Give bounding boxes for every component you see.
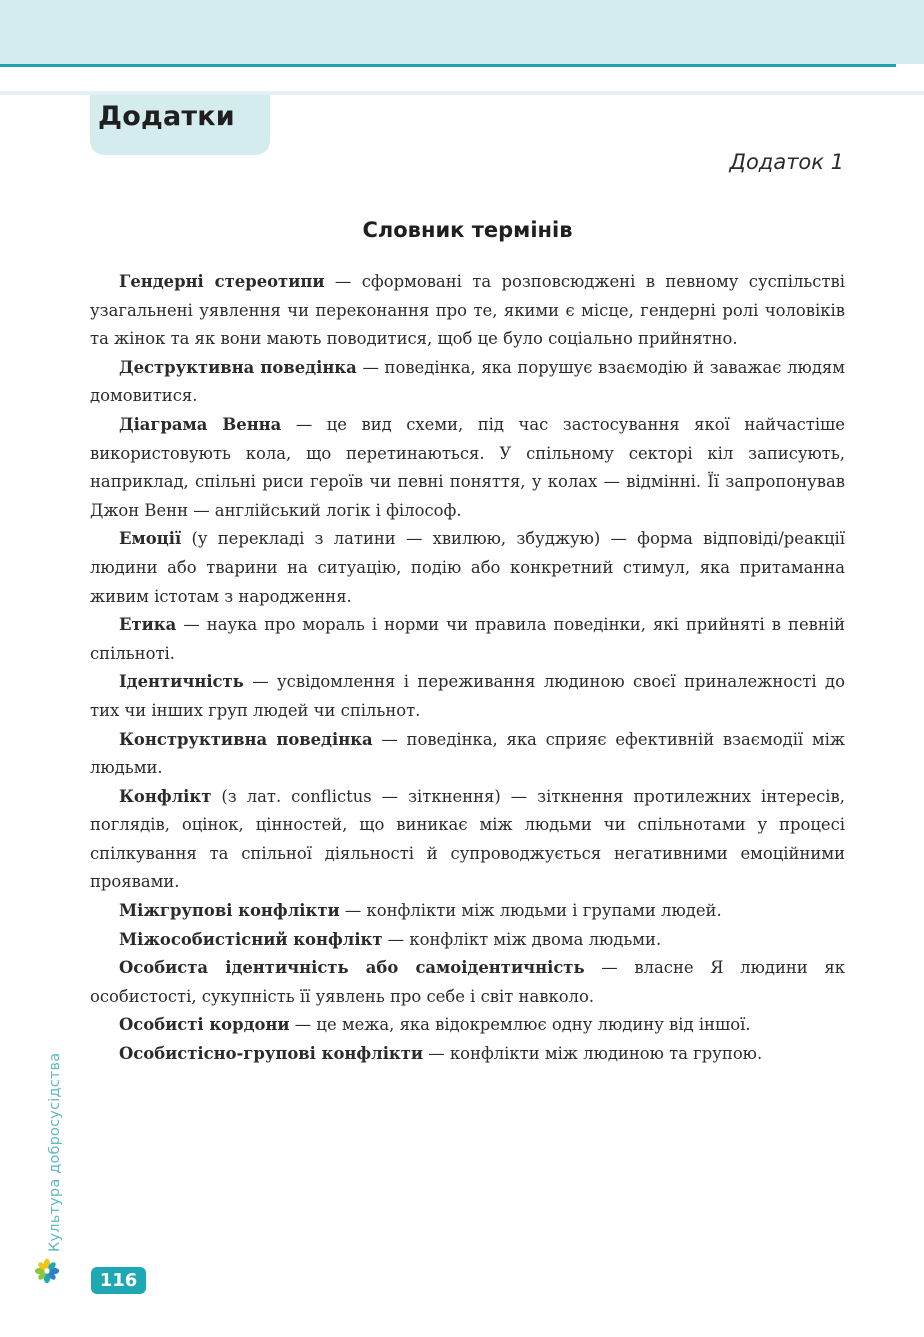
- glossary-definition: (у перекладі з латини — хвилюю, збуджую) — форма відповіді/реакції людини або тварини на ситуацію, подію або конкретний стимул, яка притаманна живим істотам з народження.: [90, 529, 845, 606]
- glossary-entry: [90, 354, 845, 411]
- glossary-term: Етика: [119, 615, 177, 635]
- glossary-definition: — поведінка, яка сприяє ефективній взаємодії між людьми.: [90, 729, 845, 778]
- glossary-term: Діаграма Венна: [119, 414, 282, 434]
- glossary-definition: — конфлікти між людиною та групою.: [423, 1044, 763, 1064]
- glossary-definition: — власне Я людини як особистості, сукупність її уявлень про себе і світ навколо.: [90, 958, 846, 1006]
- glossary-term: Деструктивна поведінка: [119, 357, 357, 377]
- glossary-entry: [90, 668, 845, 725]
- glossary-term: Міжособистісний конфлікт: [119, 929, 383, 949]
- glossary-definition: — це межа, яка відокремлює одну людину від іншої.: [289, 1015, 751, 1035]
- glossary-definition: — конфлікт між двома людьми.: [382, 929, 662, 949]
- glossary-entry: [90, 1040, 845, 1069]
- glossary-entry: [90, 411, 845, 525]
- glossary-term: Особисті кордони: [119, 1015, 290, 1035]
- glossary-term: Міжгрупові конфлікти: [119, 901, 340, 921]
- glossary-term: Гендерні стереотипи: [119, 272, 325, 291]
- glossary-entry: [90, 268, 845, 354]
- header-band: [0, 0, 924, 64]
- glossary-term: Конструктивна поведінка: [119, 729, 373, 749]
- glossary-term: Особистісно-групові конфлікти: [119, 1044, 424, 1064]
- glossary-term: Конфлікт: [119, 786, 212, 806]
- page-title: Словник термінів: [362, 218, 573, 242]
- glossary-entry: [90, 525, 845, 611]
- page-number: 116: [91, 1267, 146, 1294]
- glossary-entry: [90, 726, 845, 783]
- glossary-entry: [90, 783, 845, 897]
- glossary: [90, 268, 845, 1069]
- glossary-entry: [90, 954, 845, 1011]
- glossary-entry: [90, 1011, 845, 1040]
- appendix-label: Додаток 1: [729, 150, 844, 174]
- glossary-definition: — конфлікти між людьми і групами людей.: [339, 901, 722, 921]
- glossary-definition: (з лат. conflictus — зіткнення) — зіткнення протилежних інтересів, поглядів, оцінок, цінностей, що виникає між людьми чи спільнотами у процесі спілкування та спільної діяльності й супроводжується негативними емоційними проявами.: [90, 786, 845, 892]
- flower-icon: [34, 1258, 60, 1284]
- glossary-entry: [90, 926, 845, 955]
- glossary-definition: — усвідомлення і переживання людиною своєї приналежності до тих чи інших груп людей чи спільнот.: [90, 672, 845, 720]
- glossary-entry: [90, 611, 845, 668]
- glossary-definition: — наука про мораль і норми чи правила поведінки, які прийняті в певній спільноті.: [90, 615, 845, 663]
- glossary-definition: — поведінка, яка порушує взаємодію й заважає людям домовитися.: [90, 357, 845, 406]
- glossary-entry: [90, 897, 845, 926]
- glossary-definition: — сформовані та розповсюджені в певному суспільстві узагальнені уявлення чи переконання про те, якими є місце, гендерні ролі чоловіків та жінок та як вони мають поводитися, щоб це було соціально прийнятно.: [90, 272, 845, 349]
- glossary-term: Ідентичність: [119, 672, 244, 692]
- glossary-term: Особиста ідентичність або самоідентичність: [119, 958, 585, 978]
- side-book-title: Культура добросусідства: [47, 1052, 63, 1252]
- section-title: Додатки: [98, 101, 235, 132]
- glossary-term: Емоції: [119, 529, 182, 549]
- glossary-definition: — це вид схеми, під час застосування якої найчастіше використовують кола, що перетинаються. У спільному секторі кіл записують, наприклад, спільні риси героїв чи певні поняття, у колах — відмінні. Її запропонував Джон Венн — англійський логік і філософ.: [90, 414, 845, 520]
- section-tab: [90, 95, 270, 155]
- header-divider: [0, 64, 896, 67]
